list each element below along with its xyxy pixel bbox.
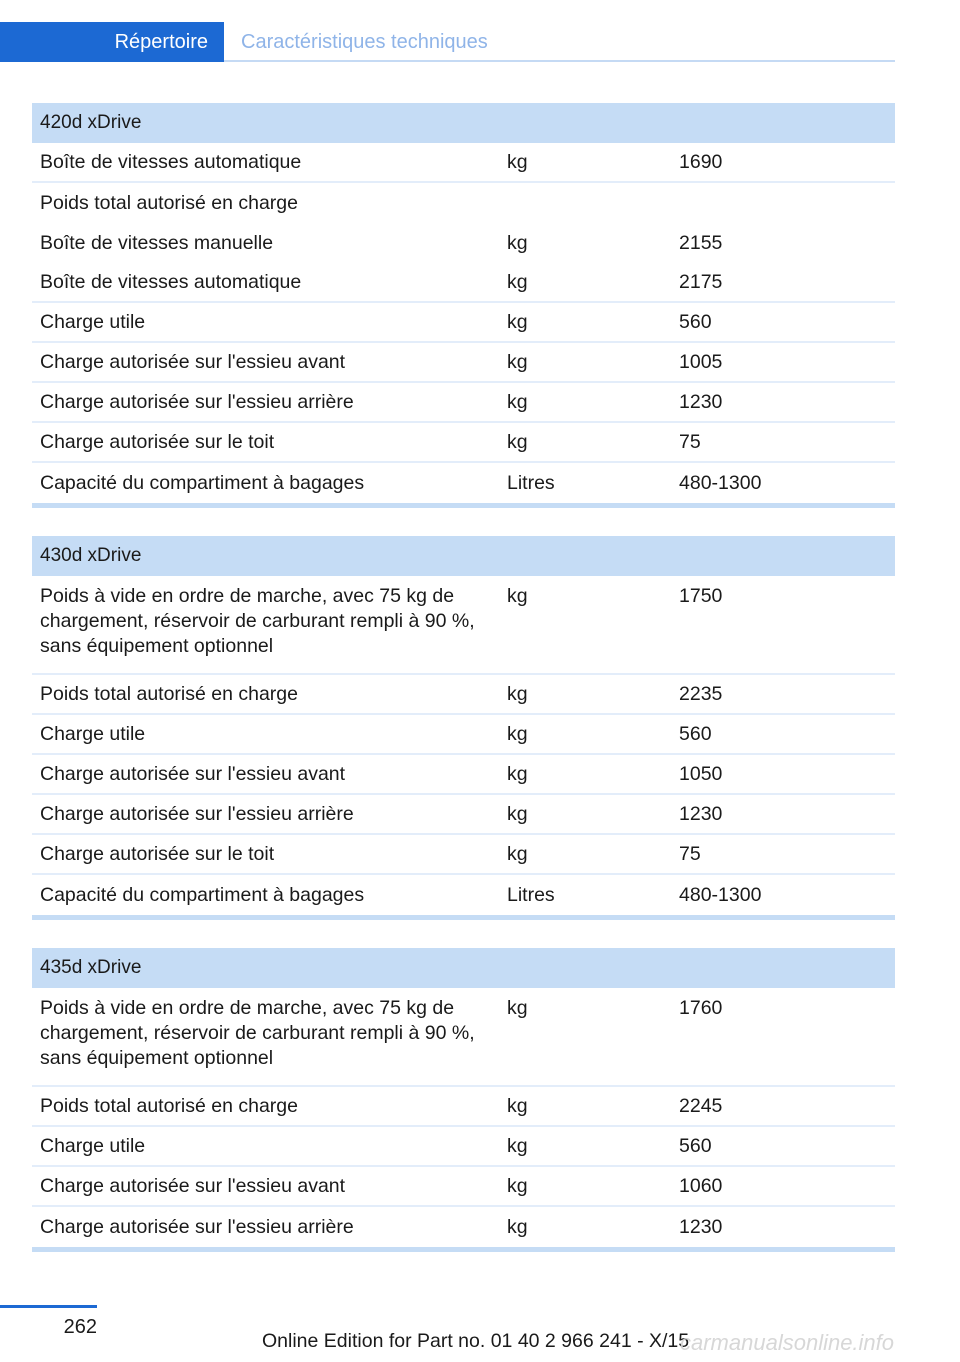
row-value: 1060 (679, 1174, 723, 1197)
row-unit: kg (507, 1174, 528, 1197)
table-row (32, 343, 895, 383)
row-unit: kg (507, 682, 528, 705)
table-row (32, 263, 895, 303)
page-header (0, 22, 895, 62)
row-label: Boîte de vitesses automatique (40, 270, 302, 293)
header-divider (224, 60, 895, 62)
row-unit: kg (507, 310, 528, 333)
spec-table-420d (32, 103, 895, 508)
table-row (32, 143, 895, 183)
row-label: Charge autorisée sur le toit (40, 842, 275, 865)
row-label: Poids total autorisé en charge (40, 1094, 298, 1117)
row-unit: kg (507, 722, 528, 745)
row-label: Boîte de vitesses automatique (40, 150, 302, 173)
row-value: 560 (679, 1134, 712, 1157)
breadcrumb-section-title[interactable]: Caractéristiques techniques (241, 30, 488, 53)
row-value: 480-1300 (679, 883, 762, 906)
row-label: Charge utile (40, 722, 146, 745)
row-unit: kg (507, 802, 528, 825)
row-unit: kg (507, 1094, 528, 1117)
row-value: 2235 (679, 682, 723, 705)
table-row (32, 1087, 895, 1127)
row-value: 560 (679, 310, 712, 333)
row-unit: kg (507, 997, 528, 1019)
spec-table-430d (32, 536, 895, 920)
table-title: 420d xDrive (32, 103, 895, 143)
row-label: Charge autorisée sur le toit (40, 430, 275, 453)
row-label: Charge autorisée sur l'essieu avant (40, 350, 346, 373)
row-value: 1005 (679, 350, 723, 373)
row-unit: kg (507, 270, 528, 293)
row-label: Charge autorisée sur l'essieu avant (40, 762, 346, 785)
table-row (32, 423, 895, 463)
row-value: 1690 (679, 150, 723, 173)
row-unit: Litres (507, 883, 555, 906)
row-value: 560 (679, 722, 712, 745)
row-label: Poids à vide en ordre de marche, avec 75 kg de chargement, réservoir de carburant rempli à 90 %, sans équipement optionnel (40, 997, 475, 1069)
table-end-rule (32, 1247, 895, 1252)
row-unit: kg (507, 842, 528, 865)
row-value: 1230 (679, 1215, 723, 1238)
row-unit: kg (507, 430, 528, 453)
table-row (32, 223, 895, 263)
row-value: 2245 (679, 1094, 723, 1117)
footer-divider (0, 1305, 97, 1308)
table-end-rule (32, 915, 895, 920)
edition-text: Online Edition for Part no. 01 40 2 966 241 - X/15 (262, 1330, 690, 1352)
row-unit: kg (507, 390, 528, 413)
row-label: Capacité du compartiment à bagages (40, 883, 365, 906)
row-value: 75 (679, 430, 701, 453)
row-unit: kg (507, 1215, 528, 1238)
row-value: 1750 (679, 585, 723, 607)
table-title: 435d xDrive (32, 948, 895, 988)
table-row (32, 183, 895, 223)
row-label: Charge autorisée sur l'essieu arrière (40, 390, 354, 413)
row-value: 1050 (679, 762, 723, 785)
row-label: Capacité du compartiment à bagages (40, 471, 365, 494)
row-label: Poids total autorisé en charge (40, 682, 298, 705)
row-value: 2175 (679, 270, 723, 293)
row-unit: kg (507, 350, 528, 373)
row-unit: Litres (507, 471, 555, 494)
table-row (32, 675, 895, 715)
row-value: 1230 (679, 802, 723, 825)
table-row (32, 1207, 895, 1247)
table-end-rule (32, 503, 895, 508)
table-row (32, 1167, 895, 1207)
table-row (32, 303, 895, 343)
breadcrumb-repertoire-link[interactable]: Répertoire (0, 22, 224, 62)
row-label: Charge autorisée sur l'essieu arrière (40, 802, 354, 825)
table-row (32, 1127, 895, 1167)
table-row (32, 755, 895, 795)
table-row (32, 715, 895, 755)
table-row (32, 576, 895, 675)
table-row (32, 463, 895, 503)
table-row (32, 835, 895, 875)
row-unit: kg (507, 231, 528, 254)
watermark-text: carmanualsonline.info (680, 1330, 895, 1355)
row-value: 480-1300 (679, 471, 762, 494)
row-value: 1230 (679, 390, 723, 413)
spec-table-435d (32, 948, 895, 1252)
spec-tables (32, 103, 895, 1280)
row-label: Boîte de vitesses manuelle (40, 231, 274, 254)
table-row (32, 795, 895, 835)
row-unit: kg (507, 150, 528, 173)
row-label: Poids total autorisé en charge (40, 191, 298, 214)
page-number: 262 (63, 1316, 97, 1338)
row-value: 1760 (679, 997, 723, 1019)
table-row (32, 383, 895, 423)
table-row (32, 875, 895, 915)
row-label: Charge utile (40, 1134, 146, 1157)
row-label: Poids à vide en ordre de marche, avec 75 kg de chargement, réservoir de carburant rempli à 90 %, sans équipement optionnel (40, 585, 475, 657)
row-value: 2155 (679, 231, 723, 254)
table-row (32, 988, 895, 1087)
row-unit: kg (507, 1134, 528, 1157)
row-unit: kg (507, 762, 528, 785)
row-label: Charge autorisée sur l'essieu arrière (40, 1215, 354, 1238)
table-title: 430d xDrive (32, 536, 895, 576)
row-unit: kg (507, 585, 528, 607)
row-value: 75 (679, 842, 701, 865)
row-label: Charge autorisée sur l'essieu avant (40, 1174, 346, 1197)
row-label: Charge utile (40, 310, 146, 333)
